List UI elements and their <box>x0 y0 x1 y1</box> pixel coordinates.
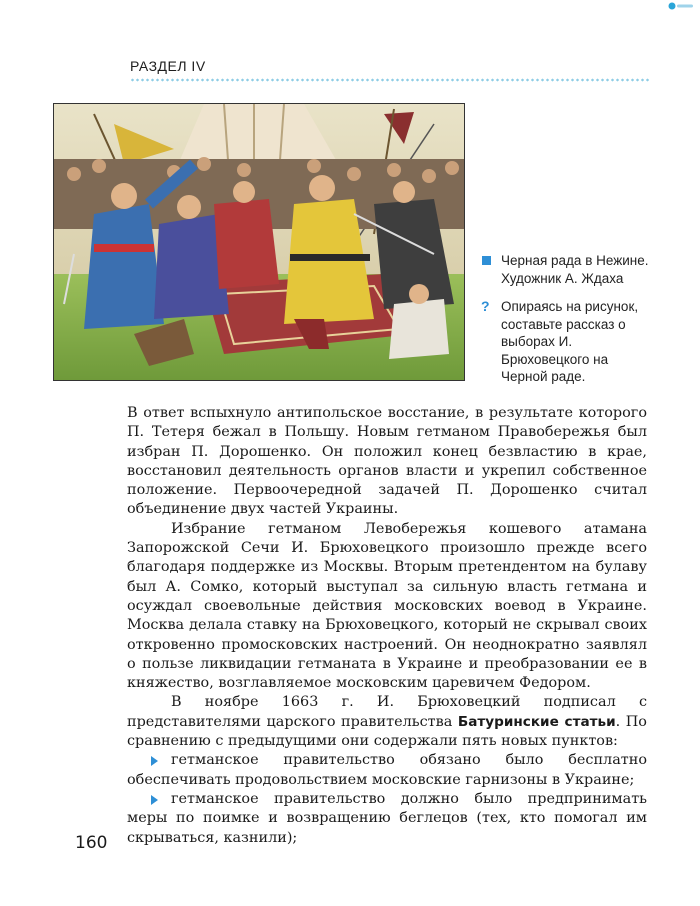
term-baturin-articles: Батуринские статьи <box>457 713 616 730</box>
bullet-text-1: гетманское правительство обязано было бесплатно обеспечивать продовольствием московские гарнизоны в Украине; <box>127 752 647 788</box>
arrow-bullet-icon <box>151 756 158 766</box>
question-mark-icon: ? <box>481 298 490 314</box>
battle-painting-illustration <box>53 103 465 381</box>
caption-question-row <box>478 298 656 386</box>
main-text <box>127 404 647 848</box>
page-number: 160 <box>75 833 108 853</box>
section-header: РАЗДЕЛ IV <box>130 58 206 74</box>
arrow-bullet-icon <box>151 795 158 805</box>
paragraph-3 <box>127 693 647 751</box>
figure-caption <box>478 252 656 386</box>
paragraph-3-start: В ноябре 1663 г. И. Брюховецкий подписал с представителями царского правительства <box>127 694 647 730</box>
dotted-divider <box>130 78 650 82</box>
caption-question: Опираясь на рисунок, составьте рассказ о выборах И. Брюховецкого на Черной раде. <box>501 299 639 384</box>
paragraph-2: Избрание гетманом Левобережья кошевого атамана Запорожской Сечи И. Брюховецкого произошло прежде всего благодаря поддержке из Москвы. Вторым претендентом на булаву был А. Сомко, который выступал за сильную власть гетмана и осуждал своевольные действия московских воевод в Украине. Москва делала ставку на Брюховецкого, который не скрывал своих откровенно промосковских настроений. Он неоднократно заявлял о пользе ликвидации гетманата в Украине и преобразовании ее в княжество, возглавляемое московским царевичем Федором. <box>127 520 647 692</box>
square-bullet-icon <box>482 256 491 265</box>
caption-title: Черная рада в Нежине. Художник А. Ждаха <box>501 253 649 286</box>
bullet-text-2: гетманское правительство должно было предпринимать меры по поимке и возвращению беглецов (тех, кто помогал им скрываться, казнили); <box>127 790 647 846</box>
publisher-logo-icon <box>668 2 694 10</box>
bullet-item-1 <box>127 751 647 790</box>
paragraph-3-end: . По сравнению с предыдущими они содержали пять новых пунктов: <box>127 713 647 750</box>
paragraph-1: В ответ вспыхнуло антипольское восстание, в результате которого П. Тетеря бежал в Польшу. Новым гетманом Правобережья был избран П. Дорошенко. Он положил конец безвластию в крае, восстановил деятельность органов власти и укрепил собственное положение. Первоочередной задачей П. Дорошенко считал объединение двух частей Украины. <box>127 405 647 518</box>
caption-title-row <box>478 252 656 287</box>
bullet-item-2 <box>127 790 647 848</box>
